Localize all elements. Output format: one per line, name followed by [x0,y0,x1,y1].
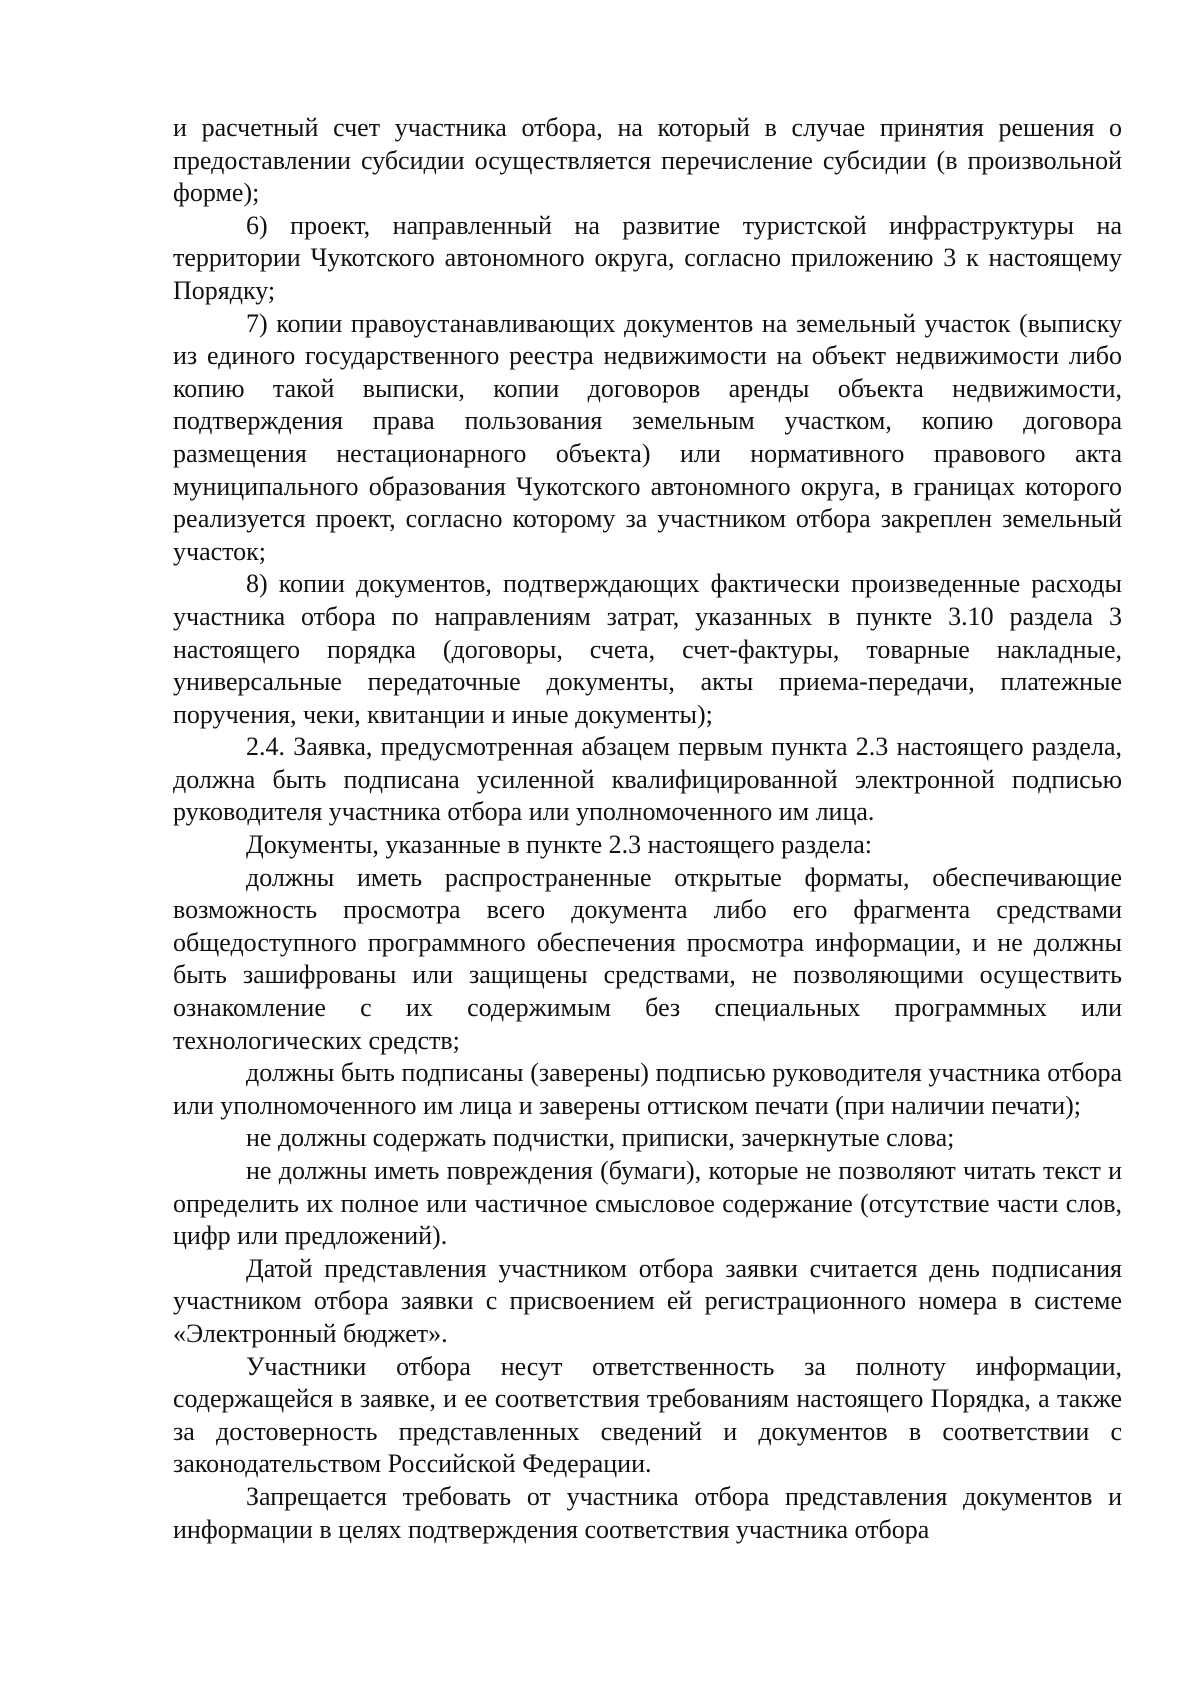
paragraph-requirement-no-damage: не должны иметь повреждения (бумаги), которые не позволяют читать текст и определить их полное или частичное смысловое содержание (отсутствие части слов, цифр или предложений). [173,1156,1122,1251]
paragraph-submission-date: Датой представления участником отбора заявки считается день подписания участником отбора заявки с присвоением ей регистрационного номера в системе «Электронный бюджет». [173,1253,1122,1348]
paragraph-documents-intro: Документы, указанные в пункте 2.3 настоящего раздела: [246,830,873,860]
paragraph-item-6: 6) проект, направленный на развитие туристской инфраструктуры на территории Чукотского автономного округа, согласно приложению 3 к настоящему Порядку; [173,210,1122,305]
paragraph-requirement-no-corrections: не должны содержать подчистки, приписки, зачеркнутые слова; [246,1123,955,1153]
document-body [173,112,1122,1546]
paragraph-item-8: 8) копии документов, подтверждающих фактически произведенные расходы участника отбора по направлениям затрат, указанных в пункте 3.10 раздела 3 настоящего порядка (договоры, счета, счет-фактуры, товарные накладные, универсальные передаточные документы, акты приема-передачи, платежные поручения, чеки, квитанции и иные документы); [173,569,1122,729]
paragraph-requirement-formats: должны иметь распространенные открытые форматы, обеспечивающие возможность просмотра всего документа либо его фрагмента средствами общедоступного программного обеспечения просмотра информации, и не должны быть зашифрованы или защищены средствами, не позволяющими осуществить ознакомление с их содержимым без специальных программных или технологических средств; [173,862,1122,1055]
paragraph-responsibility: Участники отбора несут ответственность за полноту информации, содержащейся в заявке, и ее соответствия требованиям настоящего Порядка, а также за достоверность представленных сведений и документов в соответствии с законодательством Российской Федерации. [173,1351,1122,1479]
paragraph-prohibition: Запрещается требовать от участника отбора представления документов и информации в целях подтверждения соответствия участника отбора [173,1481,1122,1544]
paragraph-clause-2-4: 2.4. Заявка, предусмотренная абзацем первым пункта 2.3 настоящего раздела, должна быть подписана усиленной квалифицированной электронной подписью руководителя участника отбора или уполномоченного им лица. [173,732,1122,827]
paragraph-requirement-signed: должны быть подписаны (заверены) подписью руководителя участника отбора или уполномоченного им лица и заверены оттиском печати (при наличии печати); [173,1058,1122,1120]
paragraph-continuation: и расчетный счет участника отбора, на который в случае принятия решения о предоставлении субсидии осуществляется перечисление субсидии (в произвольной форме); [173,113,1122,208]
paragraph-item-7: 7) копии правоустанавливающих документов на земельный участок (выписку из единого государственного реестра недвижимости на объект недвижимости либо копию такой выписки, копии договоров аренды объекта недвижимости, подтверждения права пользования земельным участком, копию договора размещения нестационарного объекта) или нормативного правового акта муниципального образования Чукотского автономного округа, в границах которого реализуется проект, согласно которому за участником отбора закреплен земельный участок; [173,308,1122,566]
